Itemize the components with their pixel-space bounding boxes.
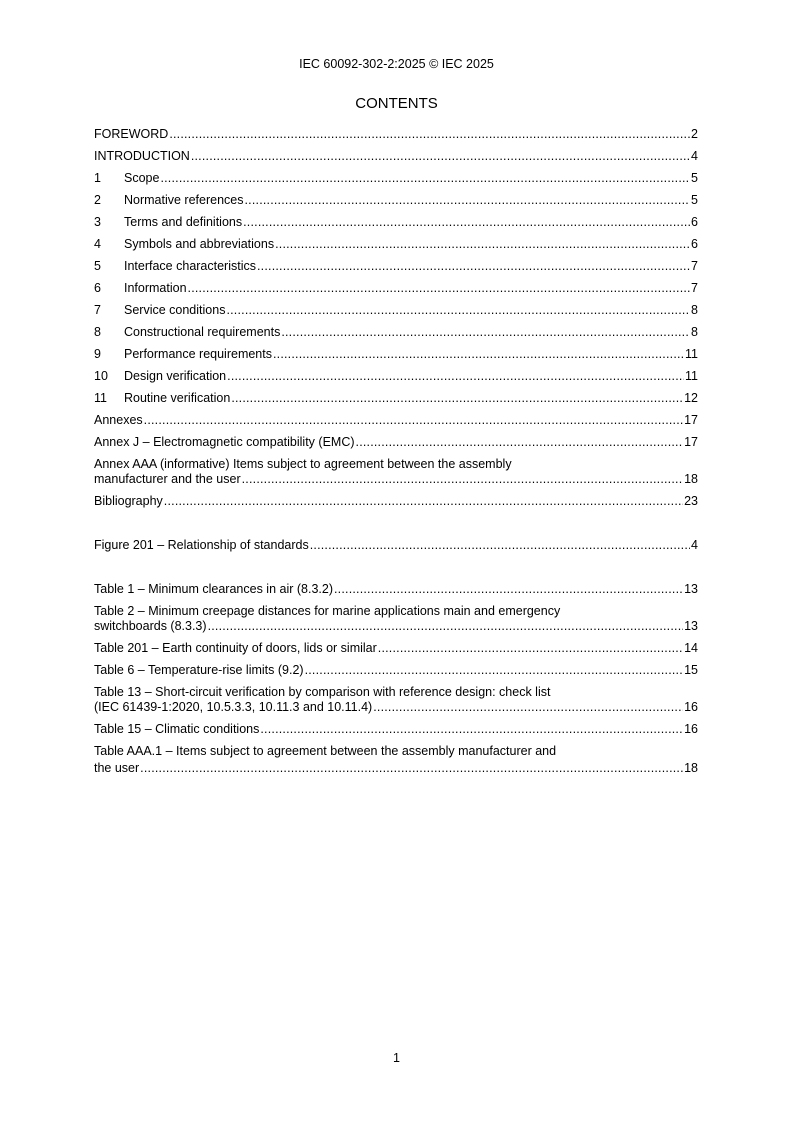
- toc-table-aaa1[interactable]: [94, 761, 698, 776]
- toc-entry-design-verification[interactable]: [94, 369, 698, 384]
- toc-entry-page: 17: [684, 435, 698, 449]
- toc-leader-dots: [245, 193, 691, 208]
- toc-entry-text: the user: [94, 761, 140, 775]
- toc-entry-information[interactable]: [94, 281, 698, 296]
- toc-entry-number: 9: [94, 347, 101, 361]
- toc-entry-page: 15: [684, 663, 698, 677]
- toc-leader-dots: [164, 494, 683, 509]
- toc-entry-text: INTRODUCTION: [94, 149, 190, 163]
- toc-entry-page: 7: [691, 281, 698, 295]
- toc-leader-dots: [144, 413, 683, 428]
- toc-table-1[interactable]: [94, 582, 698, 597]
- toc-leader-dots: [373, 700, 683, 715]
- toc-entry-text: Annex J – Electromagnetic compatibility (EMC): [94, 435, 355, 449]
- toc-leader-dots: [191, 149, 690, 164]
- toc-entry-text: Normative references: [124, 193, 244, 207]
- page-title: CONTENTS: [355, 95, 438, 112]
- toc-leader-dots: [273, 347, 684, 362]
- toc-entry-page: 8: [691, 325, 698, 339]
- toc-entry-page: 18: [684, 761, 698, 775]
- toc-entry-text: Scope: [124, 171, 160, 185]
- toc-entry-page: 5: [691, 171, 698, 185]
- toc-entry-page: 16: [684, 700, 698, 714]
- toc-entry-page: 13: [684, 619, 698, 633]
- toc-entry-service-conditions[interactable]: [94, 303, 698, 318]
- toc-entry-text: Table 1 – Minimum clearances in air (8.3.2): [94, 582, 333, 596]
- toc-leader-dots: [334, 582, 683, 597]
- toc-entry-text: Interface characteristics: [124, 259, 256, 273]
- toc-leader-dots: [226, 303, 690, 318]
- toc-entry-text: (IEC 61439-1:2020, 10.5.3.3, 10.11.3 and 10.11.4): [94, 700, 373, 714]
- toc-table-13[interactable]: [94, 700, 698, 715]
- toc-entry-normative-references[interactable]: [94, 193, 698, 208]
- toc-entry-symbols[interactable]: [94, 237, 698, 252]
- toc-entry-page: 12: [684, 391, 698, 405]
- toc-entry-text: Service conditions: [124, 303, 226, 317]
- toc-entry-text: switchboards (8.3.3): [94, 619, 207, 633]
- toc-entry-page: 2: [691, 127, 698, 141]
- toc-entry-number: 8: [94, 325, 101, 339]
- toc-figure-201[interactable]: [94, 538, 698, 553]
- toc-leader-dots: [260, 722, 683, 737]
- toc-entry-number: 1: [94, 171, 101, 185]
- toc-table-aaa1-first-line: Table AAA.1 – Items subject to agreement between the assembly manufacturer and: [94, 744, 557, 758]
- toc-entry-page: 4: [691, 149, 698, 163]
- toc-entry-text: Symbols and abbreviations: [124, 237, 275, 251]
- toc-entry-routine-verification[interactable]: [94, 391, 698, 406]
- toc-leader-dots: [140, 761, 683, 776]
- toc-entry-page: 5: [691, 193, 698, 207]
- toc-entry-page: 4: [691, 538, 698, 552]
- toc-entry-page: 11: [685, 369, 698, 383]
- toc-leader-dots: [243, 215, 690, 230]
- toc-leader-dots: [188, 281, 691, 296]
- toc-entry-terms[interactable]: [94, 215, 698, 230]
- toc-leader-dots: [169, 127, 690, 142]
- toc-entry-text: Information: [124, 281, 187, 295]
- toc-entry-constructional[interactable]: [94, 325, 698, 340]
- toc-leader-dots: [257, 259, 690, 274]
- toc-table-201[interactable]: [94, 641, 698, 656]
- toc-table-6[interactable]: [94, 663, 698, 678]
- toc-entry-text: Table 201 – Earth continuity of doors, lids or similar: [94, 641, 377, 655]
- toc-entry-number: 6: [94, 281, 101, 295]
- toc-entry-number: 7: [94, 303, 101, 317]
- toc-entry-text: Annexes: [94, 413, 143, 427]
- toc-entry-bibliography[interactable]: [94, 494, 698, 509]
- toc-entry-foreword[interactable]: [94, 127, 698, 142]
- toc-entry-number: 4: [94, 237, 101, 251]
- toc-leader-dots: [227, 369, 684, 384]
- toc-entry-number: 3: [94, 215, 101, 229]
- toc-entry-annexes[interactable]: [94, 413, 698, 428]
- toc-entry-annex-aaa-first-line: Annex AAA (informative) Items subject to agreement between the assembly: [94, 457, 512, 471]
- toc-table-2-first-line: Table 2 – Minimum creepage distances for marine applications main and emergency: [94, 604, 561, 618]
- toc-entry-annex-aaa[interactable]: [94, 472, 698, 487]
- toc-table-13-first-line: Table 13 – Short-circuit verification by comparison with reference design: check list: [94, 685, 551, 699]
- toc-entry-page: 13: [684, 582, 698, 596]
- toc-entry-text: Routine verification: [124, 391, 231, 405]
- toc-entry-number: 5: [94, 259, 101, 273]
- page-number: 1: [393, 1051, 400, 1065]
- toc-leader-dots: [356, 435, 684, 450]
- toc-entry-number: 2: [94, 193, 101, 207]
- toc-entry-text: Performance requirements: [124, 347, 272, 361]
- toc-entry-text: Terms and definitions: [124, 215, 243, 229]
- toc-leader-dots: [208, 619, 684, 634]
- toc-entry-page: 14: [684, 641, 698, 655]
- toc-entry-interface[interactable]: [94, 259, 698, 274]
- toc-entry-performance[interactable]: [94, 347, 698, 362]
- toc-entry-text: Bibliography: [94, 494, 163, 508]
- toc-entry-text: manufacturer and the user: [94, 472, 241, 486]
- toc-entry-text: Constructional requirements: [124, 325, 281, 339]
- toc-entry-page: 18: [684, 472, 698, 486]
- toc-entry-scope[interactable]: [94, 171, 698, 186]
- toc-table-15[interactable]: [94, 722, 698, 737]
- toc-leader-dots: [160, 171, 690, 186]
- toc-entry-number: 11: [94, 391, 107, 405]
- toc-entry-page: 6: [691, 237, 698, 251]
- toc-leader-dots: [231, 391, 683, 406]
- toc-entry-page: 8: [691, 303, 698, 317]
- toc-entry-page: 6: [691, 215, 698, 229]
- running-header: IEC 60092-302-2:2025 © IEC 2025: [299, 57, 494, 71]
- toc-leader-dots: [305, 663, 684, 678]
- toc-entry-text: FOREWORD: [94, 127, 169, 141]
- toc-entry-page: 16: [684, 722, 698, 736]
- toc-entry-text: Table 6 – Temperature-rise limits (9.2): [94, 663, 304, 677]
- toc-leader-dots: [378, 641, 683, 656]
- toc-entry-page: 11: [685, 347, 698, 361]
- toc-leader-dots: [281, 325, 690, 340]
- toc-entry-page: 7: [691, 259, 698, 273]
- toc-entry-page: 17: [684, 413, 698, 427]
- toc-entry-text: Design verification: [124, 369, 227, 383]
- toc-entry-annex-j[interactable]: [94, 435, 698, 450]
- toc-leader-dots: [275, 237, 690, 252]
- toc-table-2[interactable]: [94, 619, 698, 634]
- toc-entry-text: Table 15 – Climatic conditions: [94, 722, 260, 736]
- toc-entry-page: 23: [684, 494, 698, 508]
- toc-leader-dots: [310, 538, 690, 553]
- toc-entry-number: 10: [94, 369, 108, 383]
- toc-entry-text: Figure 201 – Relationship of standards: [94, 538, 309, 552]
- toc-leader-dots: [242, 472, 683, 487]
- toc-entry-introduction[interactable]: [94, 149, 698, 164]
